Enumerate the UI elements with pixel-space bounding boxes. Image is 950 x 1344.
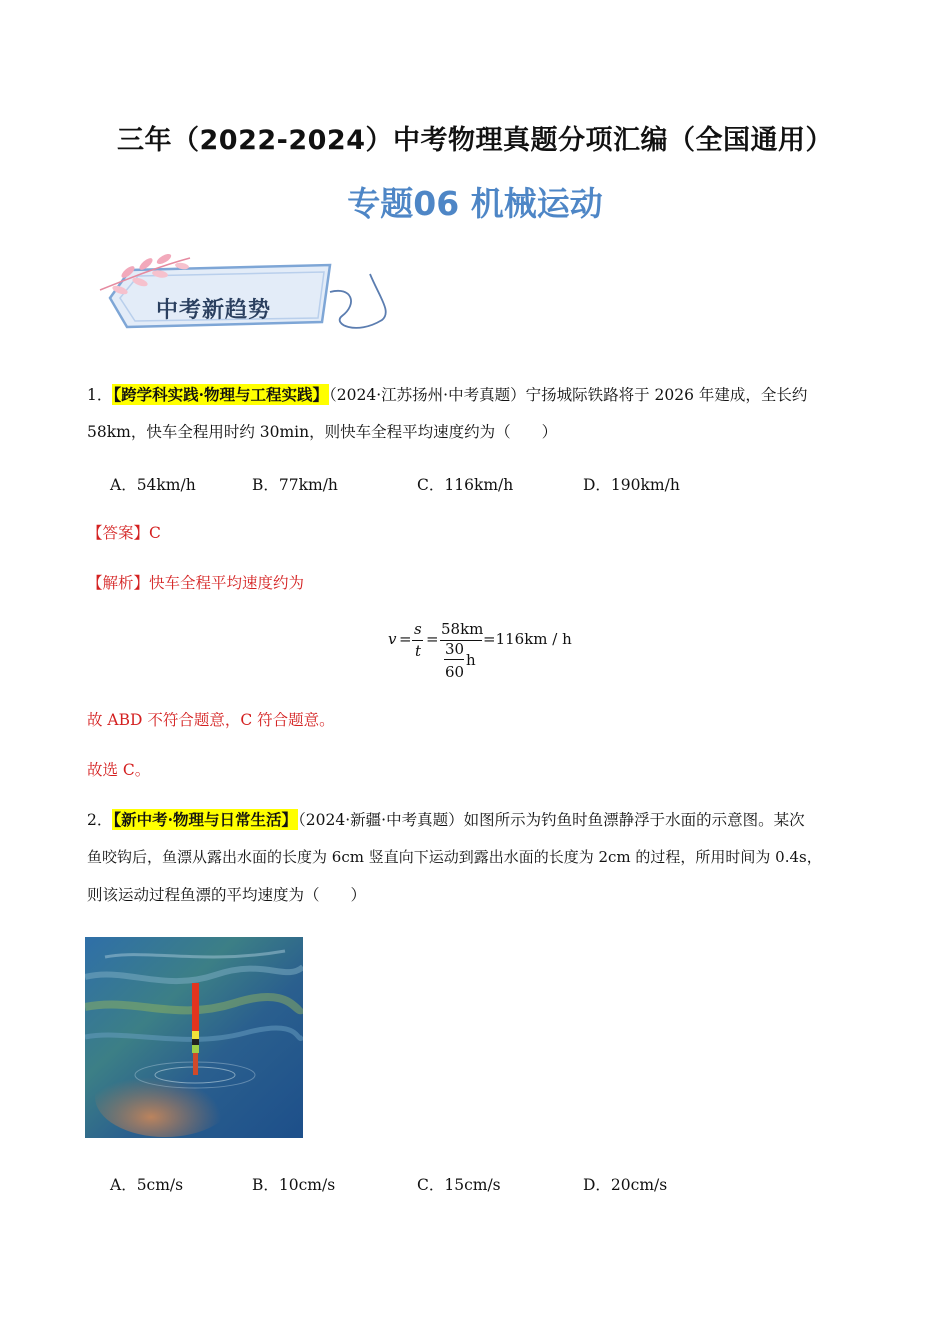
section-badge [90,250,390,350]
formula-result: =116km / h [483,630,572,648]
formula-s: s [414,620,422,638]
analysis-label: 【解析】 [87,574,150,592]
q2-line3: 则该运动过程鱼漂的平均速度为（ ） [87,886,367,904]
q2-option-a[interactable]: A．5cm/s [110,1176,184,1194]
q2-line1-text: （2024·新疆·中考真题）如图所示为钓鱼时鱼漂静浮于水面的示意图。某次 [298,811,805,829]
q2-number: 2． [87,811,113,829]
formula-eq2: = [426,630,439,648]
formula-numerator: 58km [441,620,484,638]
q1-conclusion1: 故 ABD 不符合题意，C 符合题意。 [87,711,335,729]
q2-option-d[interactable]: D．20cm/s [583,1176,668,1194]
q1-option-a[interactable]: A．54km/h [110,476,196,494]
q1-number: 1． [87,386,113,404]
formula-h: h [466,651,476,669]
q1-line1 [87,384,807,406]
q2-line1 [87,809,805,831]
q1-option-d[interactable]: D．190km/h [583,476,680,494]
q1-analysis [87,572,304,594]
q1-line2: 58km，快车全程用时约 30min，则快车全程平均速度约为（ ） [87,423,558,441]
q1-option-c[interactable]: C．116km/h [417,476,514,494]
answer-label: 【答案】 [87,524,150,542]
formula-inner-den: 60 [445,663,465,681]
speed-formula [388,618,588,688]
formula-eq1: = [399,630,412,648]
analysis-text: 快车全程平均速度约为 [149,574,305,592]
answer-value: C [149,524,161,542]
q2-option-c[interactable]: C．15cm/s [417,1176,501,1194]
q1-option-b[interactable]: B．77km/h [252,476,338,494]
fishing-float-photo [85,937,303,1138]
formula-bar-inner [444,659,464,660]
q1-tag: 【跨学科实践·物理与工程实践】 [113,385,329,404]
q1-conclusion2: 故选 C。 [87,761,151,779]
badge-label: 中考新趋势 [156,298,272,323]
q1-line1-text: （2024·江苏扬州·中考真题）宁扬城际铁路将于 2026 年建成，全长约 [329,386,808,404]
q1-answer [87,522,161,544]
formula-bar-st [412,640,423,641]
formula-inner-num: 30 [445,640,465,658]
formula-v: v [388,630,397,648]
topic-subtitle: 专题06 机械运动 [347,184,603,223]
q2-option-b[interactable]: B．10cm/s [252,1176,336,1194]
q2-tag: 【新中考·物理与日常生活】 [113,810,298,829]
formula-t: t [415,642,422,660]
page-title: 三年（2022-2024）中考物理真题分项汇编（全国通用） [117,125,833,156]
q2-line2: 鱼咬钩后，鱼漂从露出水面的长度为 6cm 竖直向下运动到露出水面的长度为 2cm 的过程，所用时间为 0.4s， [87,848,822,866]
